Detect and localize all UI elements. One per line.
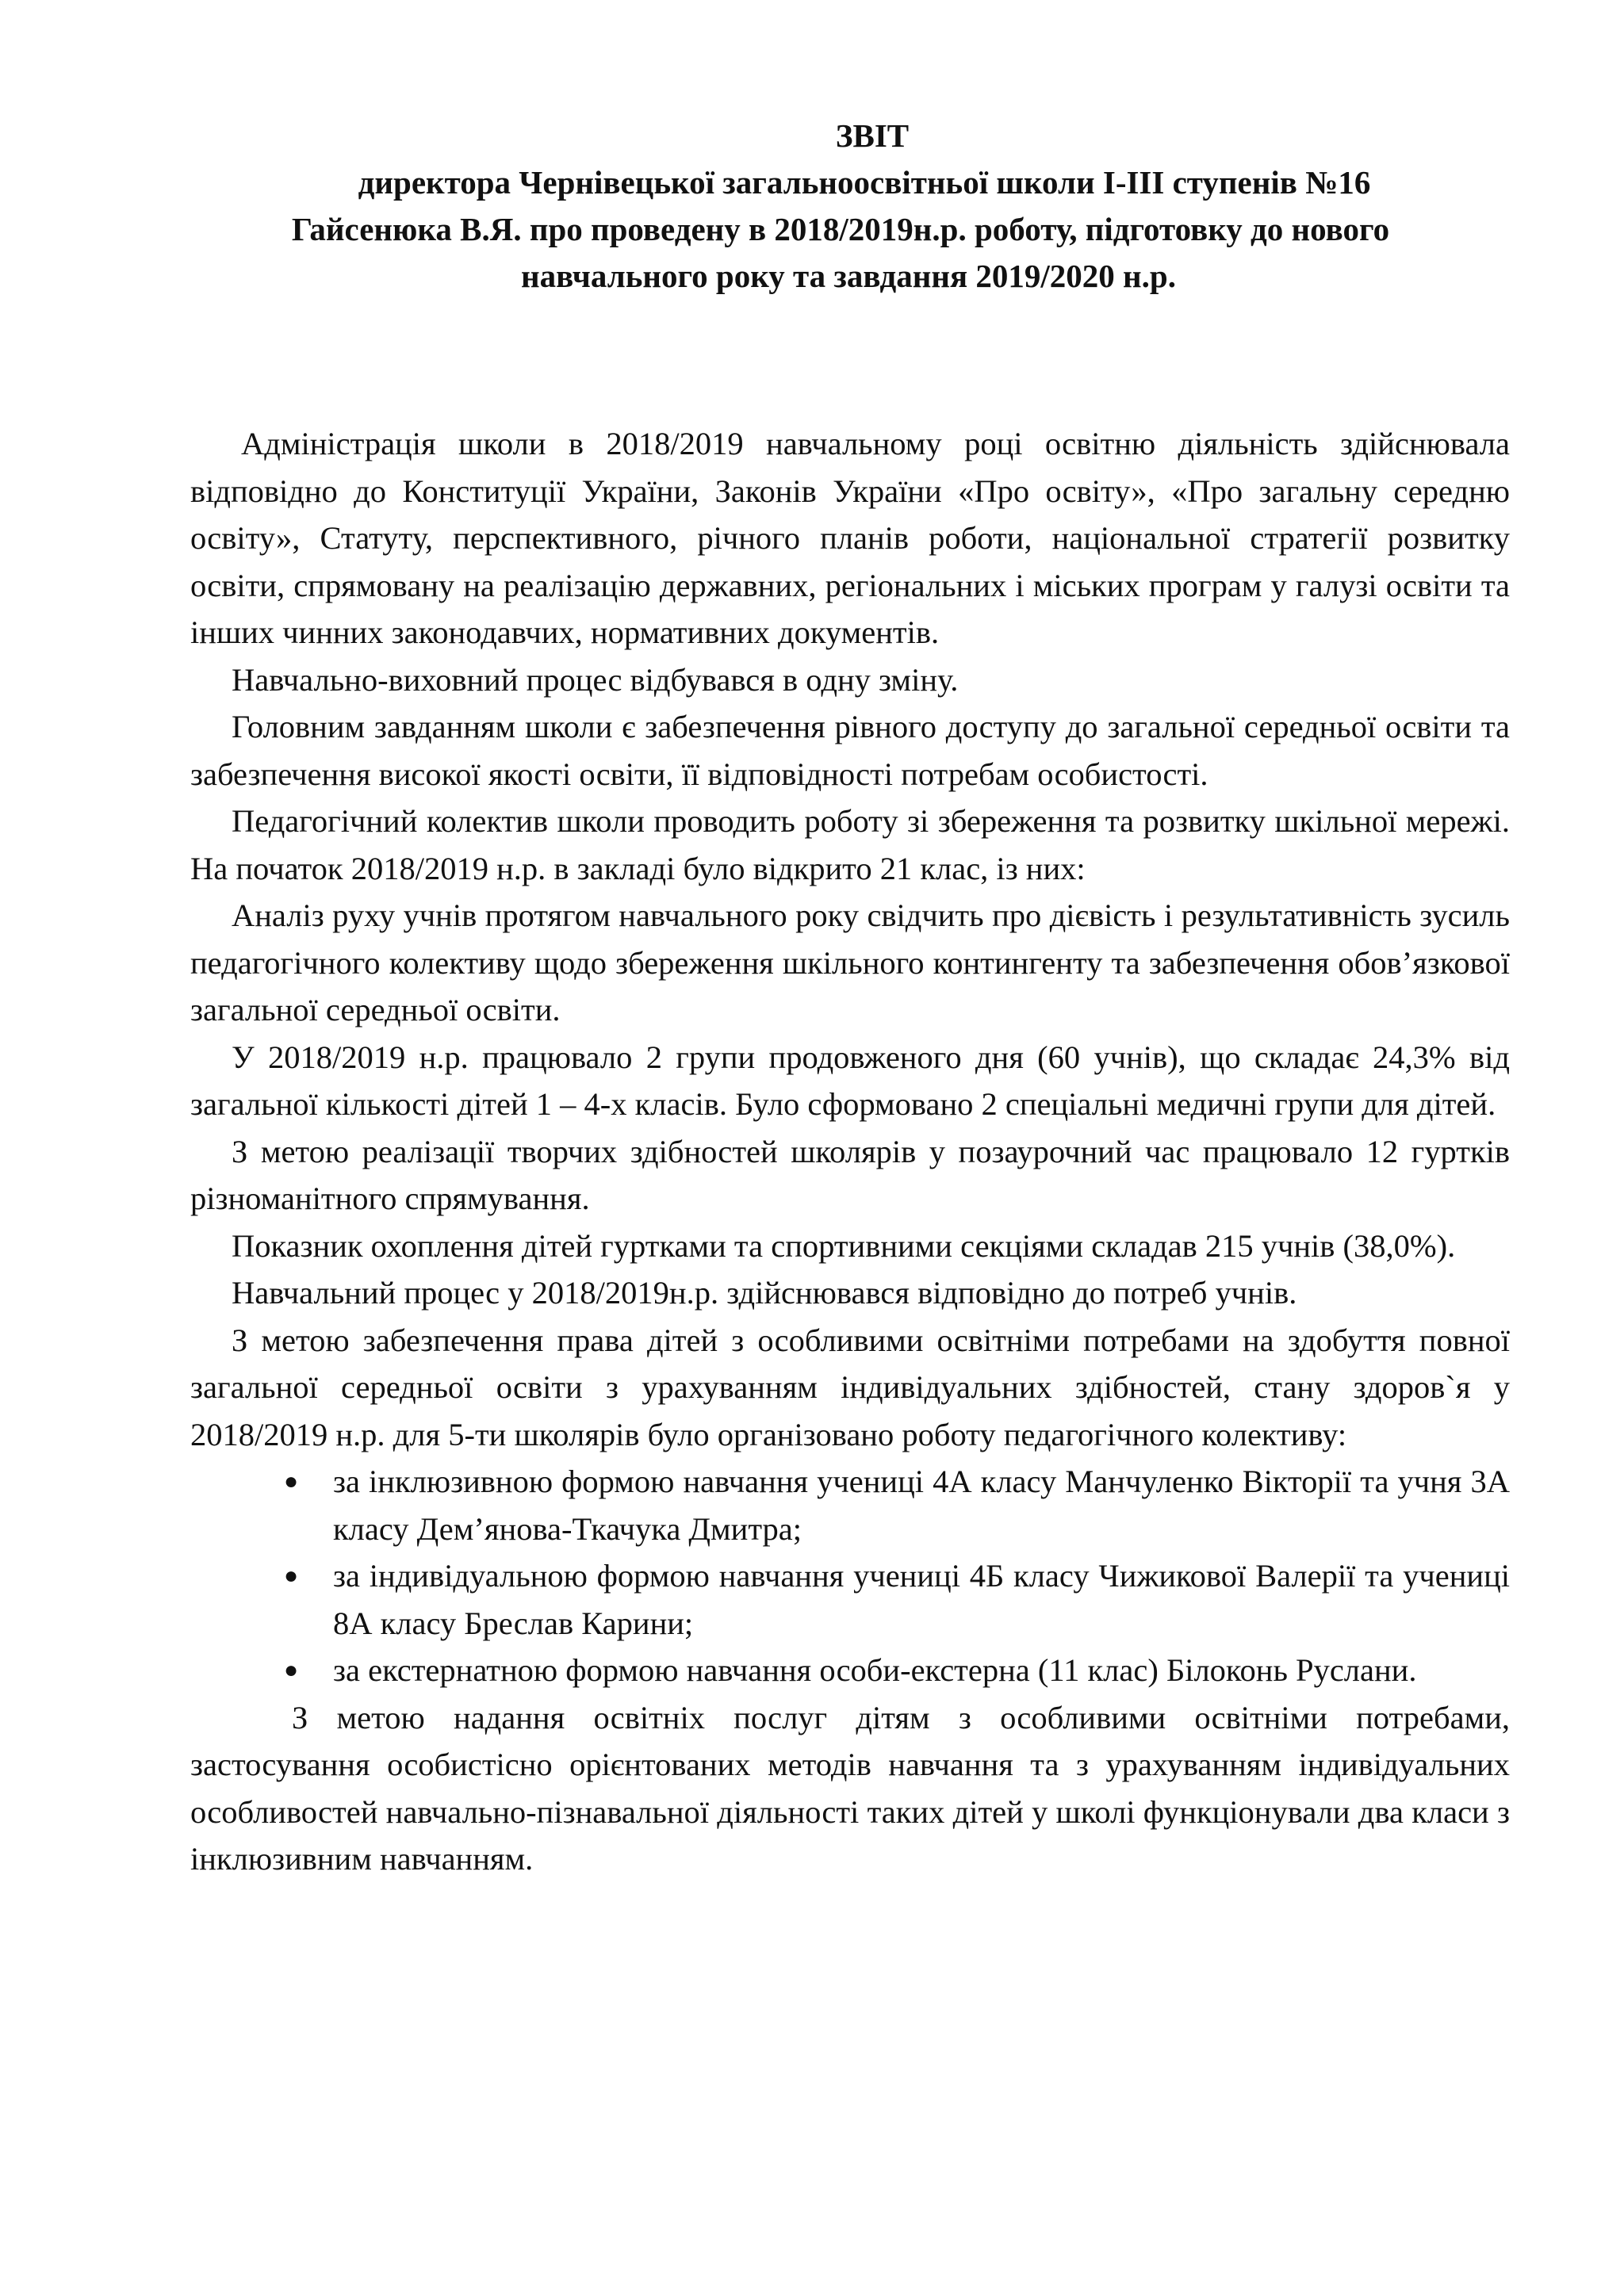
paragraph: Навчально-виховний процес відбувався в одну зміну. <box>232 661 959 698</box>
paragraph: Навчальний процес у 2018/2019н.р. здійснювався відповідно до потреб учнів. <box>232 1275 1297 1311</box>
title-line-2: директора Чернівецької загальноосвітньої школи І-ІІІ ступенів №16 <box>358 164 1371 201</box>
paragraph: Головним завданням школи є забезпечення рівного доступу до загальної середньої освіти та забезпечення високої якості освіти, її відповідності потребам особистості. <box>190 709 1510 792</box>
list-item-text: за інклюзивною формою навчання учениці 4А класу Манчуленко Вікторії та учня 3А класу Дем’янова-Ткачука Дмитра; <box>333 1464 1510 1547</box>
bullet-icon: ● <box>284 1657 299 1683</box>
bullet-icon: ● <box>284 1563 299 1589</box>
paragraph: Педагогічний колектив школи проводить роботу зі збереження та розвитку шкільної мережі. На початок 2018/2019 н.р. в закладі було відкрито 21 клас, із них: <box>190 803 1510 886</box>
paragraph: Адміністрація школи в 2018/2019 навчальному році освітню діяльність здійснювала відповідно до Конституції України, Законів України «Про освіту», «Про загальну середню освіту», Статуту, перспективного, річного планів роботи, національної стратегії розвитку освіти, спрямовану на реалізацію державних, регіональних і міських програм у галузі освіти та інших чинних законодавчих, нормативних документів. <box>190 426 1510 650</box>
title-line-3: Гайсенюка В.Я. про проведену в 2018/2019н.р. роботу, підготовку до нового <box>291 211 1390 247</box>
paragraph: З метою забезпечення права дітей з особливими освітніми потребами на здобуття повної загальної середньої освіти з урахуванням індивідуальних здібностей, стану здоров`я у 2018/2019 н.р. для 5-ти школярів було організовано роботу педагогічного колективу: <box>190 1322 1510 1452</box>
report-title <box>159 113 1522 300</box>
paragraph: Показник охоплення дітей гуртками та спортивними секціями складав 215 учнів (38,0%). <box>232 1227 1456 1264</box>
closing-paragraph: З метою надання освітніх послуг дітям з особливими освітніми потребами, застосування особистісно орієнтованих методів навчання та з урахуванням індивідуальних особливостей навчально-пізнавальної діяльності таких дітей у школі функціонували два класи з інклюзивним навчанням. <box>190 1699 1510 1877</box>
bullet-list <box>190 1458 1510 1694</box>
title-line-4: навчального року та завдання 2019/2020 н.р. <box>521 258 1176 294</box>
paragraph: У 2018/2019 н.р. працювало 2 групи продовженого дня (60 учнів), що складає 24,3% від загальної кількості дітей 1 – 4-х класів. Було сформовано 2 спеціальні медичні групи для дітей. <box>190 1039 1510 1122</box>
list-item <box>284 1458 1510 1552</box>
bullet-icon: ● <box>284 1468 299 1494</box>
list-item-text: за екстернатною формою навчання особи-екстерна (11 клас) Білоконь Руслани. <box>333 1652 1417 1688</box>
paragraph: З метою реалізації творчих здібностей школярів у позаурочний час працювало 12 гуртків різноманітного спрямування. <box>190 1133 1510 1216</box>
list-item <box>284 1552 1510 1647</box>
paragraph: Аналіз руху учнів протягом навчального року свідчить про дієвість і результативність зусиль педагогічного колективу щодо збереження шкільного контингенту та забезпечення обов’язкової загальної середньої освіти. <box>190 897 1510 1027</box>
list-item-text: за індивідуальною формою навчання учениці 4Б класу Чижикової Валерії та учениці 8А класу Бреслав Карини; <box>333 1558 1510 1641</box>
list-item <box>284 1647 1510 1694</box>
report-body <box>190 420 1510 1883</box>
title-heading: ЗВІТ <box>835 117 910 154</box>
